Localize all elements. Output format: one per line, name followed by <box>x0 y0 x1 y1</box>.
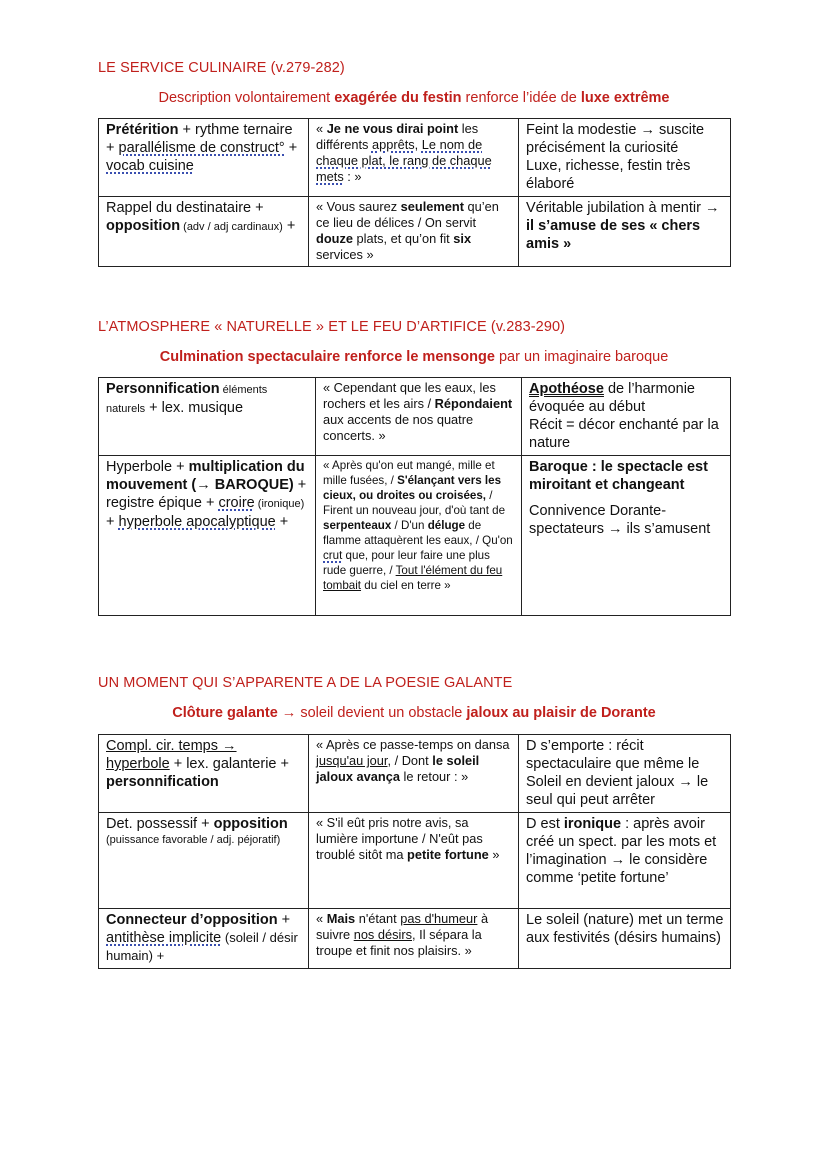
table-row <box>99 909 731 969</box>
quote-cell: « Après ce passe-temps on dansa jusqu'au jour, / Dont le soleil jaloux avança le retour : » <box>309 735 519 813</box>
technique-cell: Compl. cir. temps → hyperbole + lex. galanterie + personnification <box>99 735 309 813</box>
interpretation-cell: Véritable jubilation à mentir → il s’amuse de ses « chers amis » <box>519 197 731 267</box>
quote-cell: « Cependant que les eaux, les rochers et les airs / Répondaient aux accents de nos quatre concerts. » <box>316 378 522 456</box>
technique-cell: Hyperbole + multiplication du mouvement (→ BAROQUE) + registre épique + croire (ironique) + hyperbole apocalyptique + <box>99 456 316 616</box>
section-subtitle-poesie: Clôture galante → soleil devient un obstacle jaloux au plaisir de Dorante <box>172 705 656 721</box>
section-subtitle-atmosphere: Culmination spectaculaire renforce le mensonge par un imaginaire baroque <box>159 349 669 365</box>
technique-cell: Rappel du destinataire + opposition (adv / adj cardinaux) + <box>99 197 309 267</box>
table-row <box>99 119 731 197</box>
interpretation-cell: Le soleil (nature) met un terme aux festivités (désirs humains) <box>519 909 731 969</box>
technique-cell: Connecteur d’opposition + antithèse implicite (soleil / désir humain) + <box>99 909 309 969</box>
section-title-atmosphere: L’ATMOSPHERE « NATURELLE » ET LE FEU D’ARTIFICE (v.283-290) <box>98 319 566 335</box>
quote-cell: « Mais n'étant pas d'humeur à suivre nos désirs, Il sépara la troupe et finit nos plaisirs. » <box>309 909 519 969</box>
interpretation-cell: Feint la modestie → suscite précisément la curiosité Luxe, richesse, festin très élaboré <box>519 119 731 197</box>
interpretation-cell: Apothéose de l’harmonie évoquée au début Récit = décor enchanté par la nature <box>522 378 731 456</box>
table-row <box>99 456 731 616</box>
table-row <box>99 197 731 267</box>
interpretation-cell: D s’emporte : récit spectaculaire que même le Soleil en devient jaloux → le seul qui peut arrêter <box>519 735 731 813</box>
quote-cell: « S'il eût pris notre avis, sa lumière importune / N'eût pas troublé sitôt ma petite fortune » <box>309 813 519 909</box>
table-row <box>99 813 731 909</box>
technique-cell: Personnification éléments naturels + lex. musique <box>99 378 316 456</box>
quote-cell: « Après qu'on eut mangé, mille et mille fusées, / S'élançant vers les cieux, ou droites ou croisées, / Firent un nouveau jour, d'où tant de serpenteaux / D'un déluge de flamme attaquèrent les eaux, / Qu'on crut que, pour leur faire une plus rude guerre, / Tout l'élément du feu tombait du ciel en terre » <box>316 456 522 616</box>
analysis-table-poesie <box>98 734 731 969</box>
analysis-table-atmosphere <box>98 377 731 616</box>
section-title-service: LE SERVICE CULINAIRE (v.279-282) <box>98 60 345 76</box>
section-subtitle-service: Description volontairement exagérée du festin renforce l’idée de luxe extrême <box>158 90 670 106</box>
table-row <box>99 378 731 456</box>
quote-cell: « Vous saurez seulement qu’en ce lieu de délices / On servit douze plats, et qu’on fit six services » <box>309 197 519 267</box>
technique-cell: Det. possessif + opposition (puissance favorable / adj. péjoratif) <box>99 813 309 909</box>
section-title-poesie: UN MOMENT QUI S’APPARENTE A DE LA POESIE GALANTE <box>98 675 513 691</box>
analysis-table-service <box>98 118 731 267</box>
interpretation-cell: Baroque : le spectacle est miroitant et changeant Connivence Dorante-spectateurs → ils s’amusent <box>522 456 731 616</box>
quote-cell: « Je ne vous dirai point les différents apprêts, Le nom de chaque plat, le rang de chaque mets : » <box>309 119 519 197</box>
technique-cell: Prétérition + rythme ternaire + parallélisme de construct° + vocab cuisine <box>99 119 309 197</box>
table-row <box>99 735 731 813</box>
interpretation-cell: D est ironique : après avoir créé un spect. par les mots et l’imagination → le considère comme ‘petite fortune’ <box>519 813 731 909</box>
